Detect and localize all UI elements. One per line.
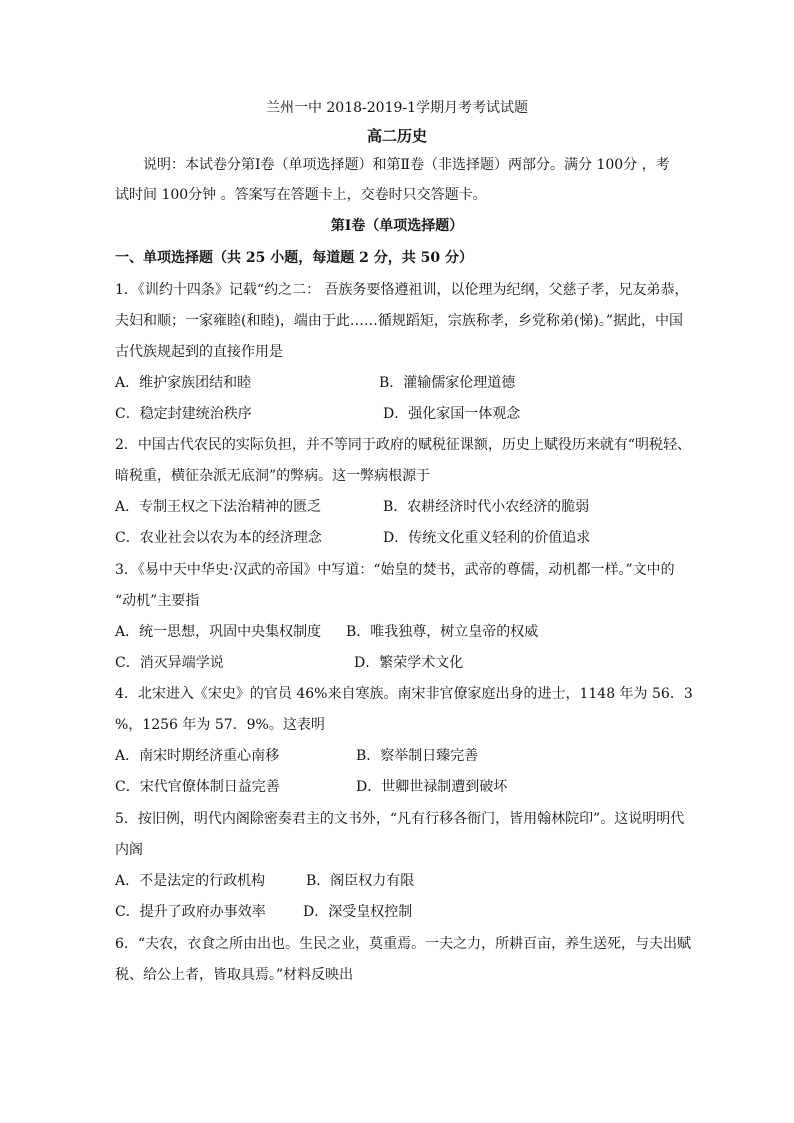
q3-option-c: C．消灭异端学说 [115,655,224,671]
q4-stem-line-1: 4．北宋进入《宋史》的官员 46%来自寒族。南宋非官僚家庭出身的进士，1148 年为 56．3 [115,686,693,702]
instructions-line-2: 试时间 100分钟 。答案写在答题卡上，交卷时只交答题卡。 [115,187,487,203]
q2-stem-line-1: 2．中国古代农民的实际负担，并不等同于政府的赋税征课额，历史上赋役历来就有“明税轻、 [115,437,692,453]
part-title: 第Ⅰ卷（单项选择题） [330,218,464,234]
q3-option-b: B．唯我独尊，树立皇帝的权威 [346,624,539,640]
q5-stem-line-2: 内阁 [115,842,143,858]
q1-option-b: B．灌输儒家伦理道德 [379,375,516,391]
q2-stem-line-2: 暗税重，横征杂派无底洞”的弊病。这一弊病根源于 [115,468,431,484]
q3-option-d: D．繁荣学术文化 [354,655,464,671]
q1-stem-line-2: 夫妇和顺；一家雍睦(和睦)，端由于此……循规蹈矩，宗族称孝，乡党称弟(悌)。”据此，中国 [115,313,684,329]
q5-option-b: B．阁臣权力有限 [306,873,415,889]
subject-title: 高二历史 [366,127,427,145]
section-title: 一、单项选择题（共 25 小题，每道题 2 分，共 50 分） [115,250,473,266]
q5-option-d: D．深受皇权控制 [303,904,413,920]
q3-option-a: A．统一思想，巩固中央集权制度 [115,624,322,640]
q4-option-a: A．南宋时期经济重心南移 [115,748,280,764]
q4-stem-line-2: %，1256 年为 57．9%。这表明 [115,717,325,733]
q1-option-a: A．维护家族团结和睦 [115,375,252,391]
q3-stem-line-1: 3．《易中天中华史·汉武的帝国》中写道：“始皇的焚书，武帝的尊儒，动机都一样。”文中的 [115,562,675,578]
q3-stem-line-2: “动机”主要指 [115,593,200,609]
q4-option-d: D．世卿世禄制遭到破坏 [356,779,508,795]
q2-option-c: C．农业社会以农为本的经济理念 [115,530,322,546]
q6-stem-line-1: 6．“夫农，衣食之所由出也。生民之业，莫重焉。一夫之力，所耕百亩，养生送死，与夫出赋 [115,936,692,952]
q4-option-c: C．宋代官僚体制日益完善 [115,779,280,795]
q5-stem-line-1: 5．按旧例，明代内阁除密奏君主的文书外，“凡有行移各衙门，皆用翰林院印”。这说明明代 [115,811,685,827]
q4-option-b: B．察举制日臻完善 [356,748,479,764]
q2-option-b: B．农耕经济时代小农经济的脆弱 [383,499,590,515]
q1-option-c: C．稳定封建统治秩序 [115,406,252,422]
q5-option-a: A．不是法定的行政机构 [115,873,266,889]
q1-stem-line-3: 古代族规起到的直接作用是 [115,344,283,360]
q1-option-d: D．强化家国一体观念 [383,406,521,422]
q1-stem-line-1: 1．《训约十四条》记载“约之二： 吾族务要恪遵祖训，以伦理为纪纲，父慈子孝，兄友弟恭， [115,282,689,298]
q6-stem-line-2: 税、给公上者，皆取具焉。”材料反映出 [115,967,354,983]
q2-option-a: A．专制王权之下法治精神的匮乏 [115,499,322,515]
q2-option-d: D．传统文化重义轻利的价值追求 [383,530,591,546]
exam-title: 兰州一中 2018-2019-1学期月考考试试题 [265,100,529,116]
q5-option-c: C．提升了政府办事效率 [115,904,266,920]
instructions-line-1: 说明：本试卷分第Ⅰ卷（单项选择题）和第Ⅱ卷（非选择题）两部分。满分 100分 ，考 [143,157,670,173]
